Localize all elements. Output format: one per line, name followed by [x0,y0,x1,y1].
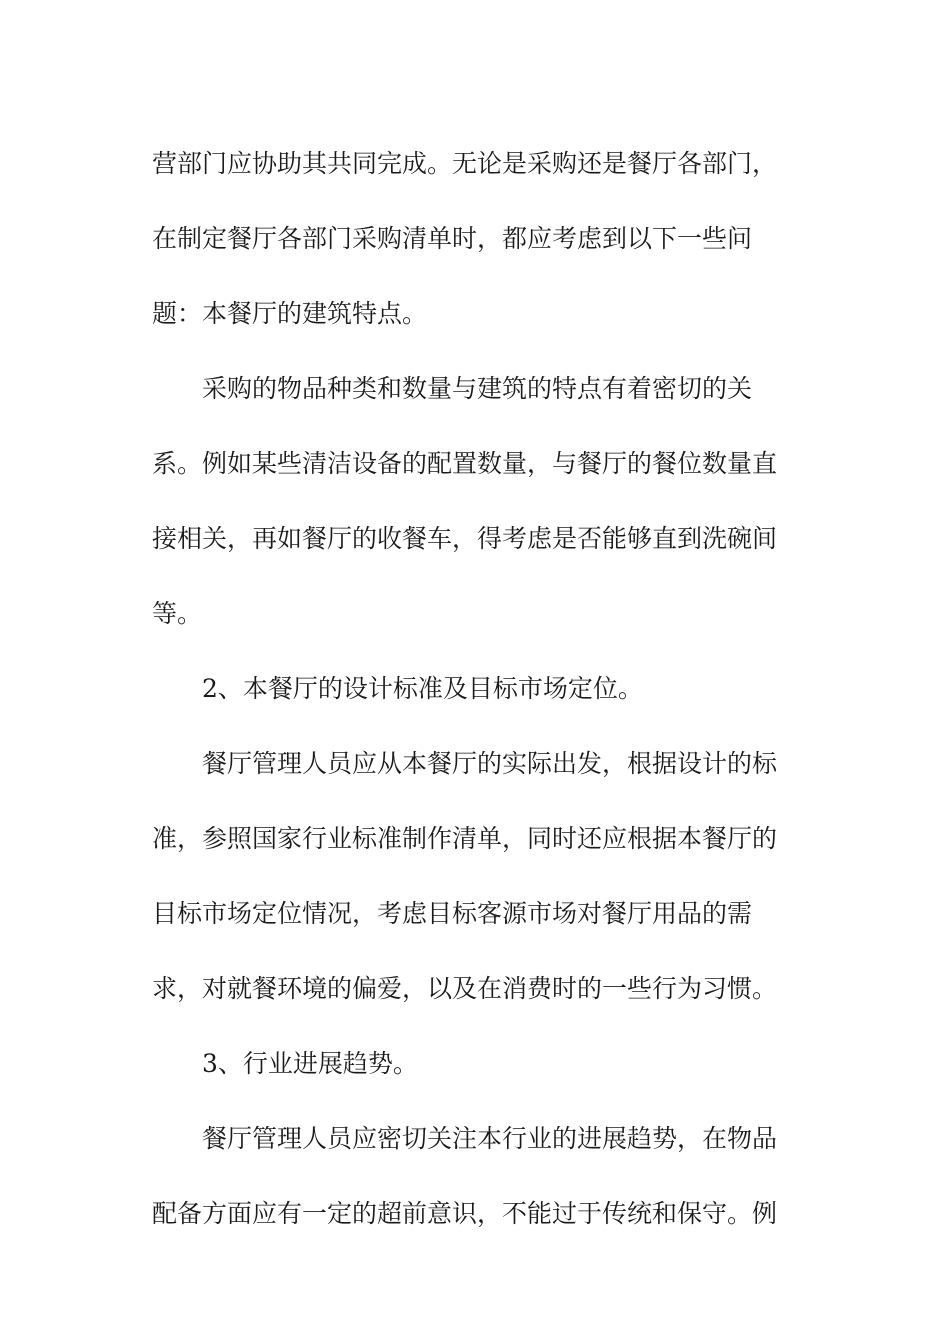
text-line: 题：本餐厅的建筑特点。 [152,299,428,328]
text-line: 餐厅管理人员应从本餐厅的实际出发，根据设计的标 [202,749,778,778]
text-line: 准，参照国家行业标准制作清单，同时还应根据本餐厅的 [152,824,778,853]
text-line: 营部门应协助其共同完成。无论是采购还是餐厅各部门， [152,149,778,178]
text-line: 在制定餐厅各部门采购清单时，都应考虑到以下一些问 [152,224,753,253]
text-line: 餐厅管理人员应密切关注本行业的进展趋势，在物品 [202,1124,778,1153]
section-heading: 3、行业进展趋势。 [202,1049,418,1078]
document-body [152,126,802,1251]
text-line: 接相关，再如餐厅的收餐车，得考虑是否能够直到洗碗间 [152,524,778,553]
text-line: 采购的物品种类和数量与建筑的特点有着密切的关 [202,374,753,403]
text-line: 求，对就餐环境的偏爱，以及在消费时的一些行为习惯。 [152,974,778,1003]
text-line: 配备方面应有一定的超前意识，不能过于传统和保守。例 [152,1199,778,1228]
text-line: 系。例如某些清洁设备的配置数量，与餐厅的餐位数量直 [152,449,778,478]
text-line: 目标市场定位情况，考虑目标客源市场对餐厅用品的需 [152,899,753,928]
text-line: 等。 [152,599,203,628]
section-heading: 2、本餐厅的设计标准及目标市场定位。 [202,674,643,703]
